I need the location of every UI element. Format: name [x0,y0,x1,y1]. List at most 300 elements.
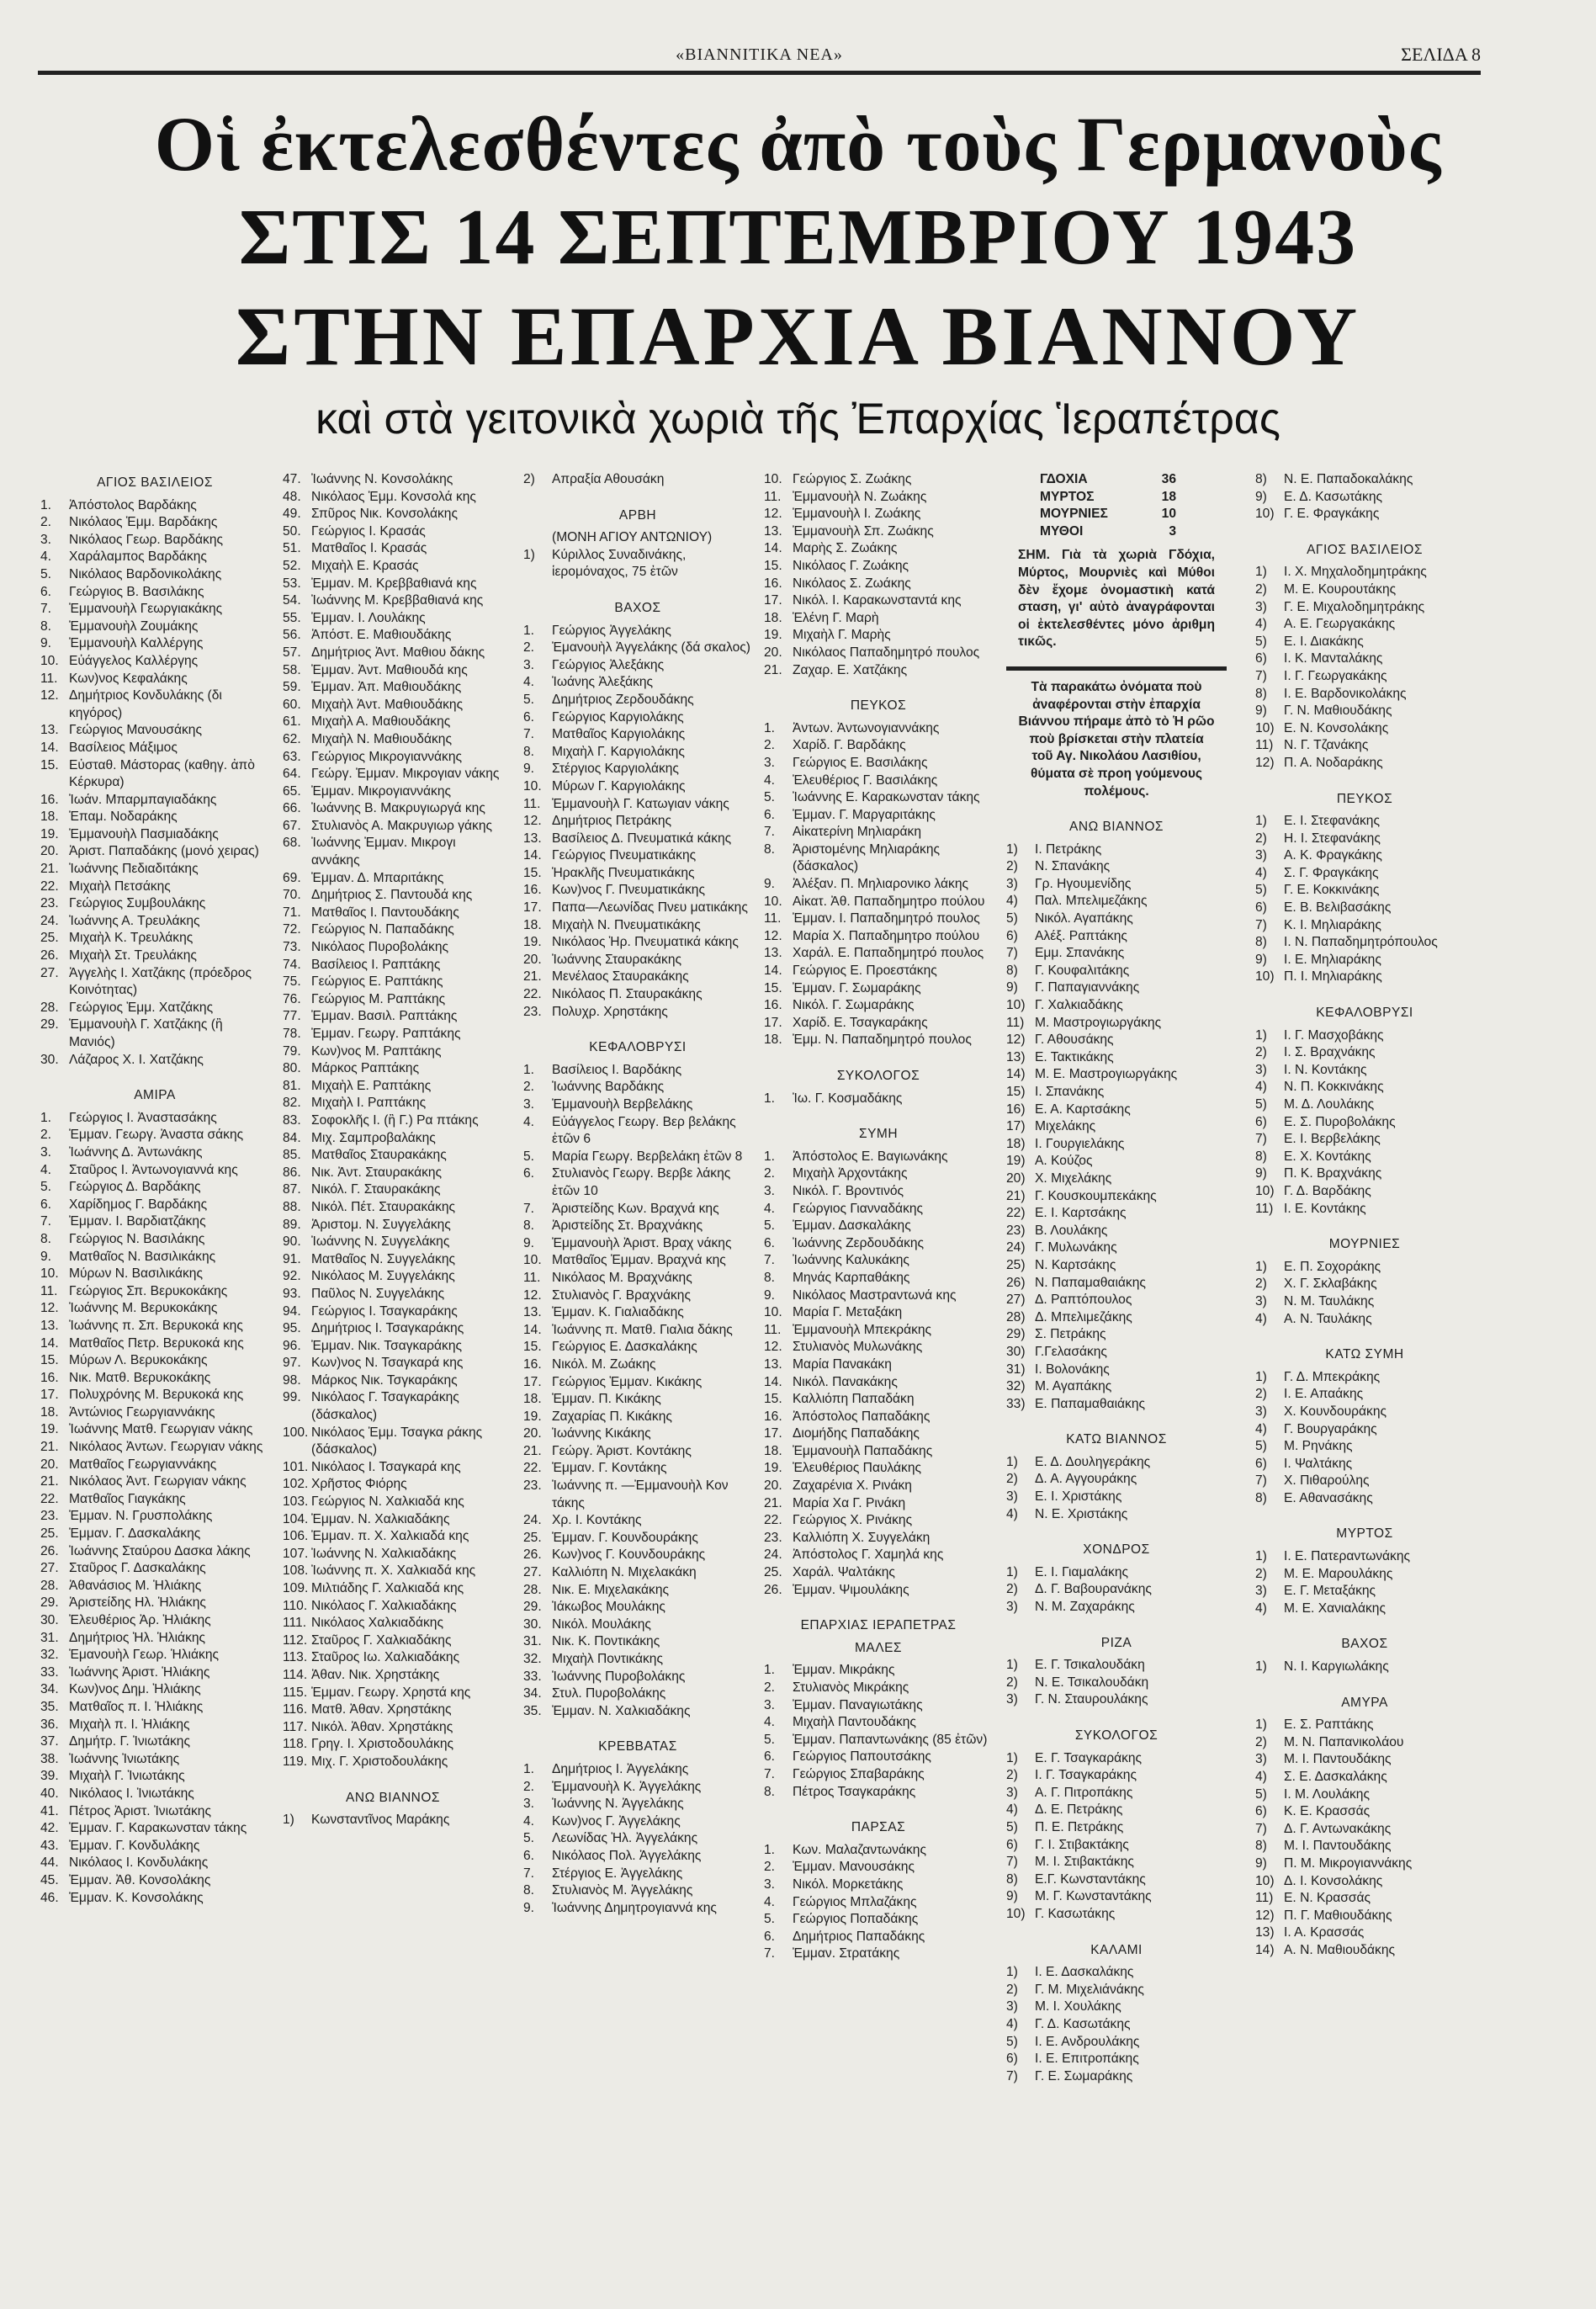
entry-name: Ε. Σ. Ραπτάκης [1284,1717,1374,1733]
name-entry [1255,969,1474,986]
entry-number: 19. [523,935,542,950]
entry-number: 2. [523,640,535,656]
entry-number: 6) [1006,1837,1018,1852]
name-entry [40,1543,269,1561]
name-entry [40,1052,269,1070]
entry-number: 8. [764,1270,776,1285]
name-entry [523,1599,752,1616]
entry-name: Ἰωάννης Ματθ. Γεωργιαν νάκης [69,1422,253,1437]
entry-number: 62. [283,731,301,746]
entry-name: Η. Ι. Στεφανάκης [1284,831,1381,846]
name-entry [283,1459,503,1477]
entry-number: 10) [1255,507,1275,522]
entry-name: Χ. Μιχελάκης [1035,1170,1112,1186]
entry-name: Μιχαὴλ Ἀρχοντάκης [793,1166,908,1181]
entry-name: Ι. Ε. Επιτροπάκης [1035,2052,1139,2067]
name-entry [523,900,752,917]
entry-name: Μ. Αγαπάκης [1035,1379,1112,1394]
entry-number: 22. [523,987,542,1002]
entry-number: 26. [40,948,59,963]
entry-name: Ἰωάννης Σταύρου Δασκα λάκης [69,1543,251,1558]
entry-name: Ἐμμανουὴλ Ι. Ζωάκης [793,507,921,522]
entry-name: Δημήτρ. Γ. Ἰνιωτάκης [69,1734,190,1749]
entry-name: Νικ. Ἀντ. Σταυρακάκης [311,1165,443,1180]
name-entry [1006,1032,1227,1049]
entry-name: Κων)νος Κεφαλάκης [69,671,188,686]
entry-name: Ε. Σ. Πυροβολάκης [1284,1114,1396,1129]
entry-number: 1. [40,1110,52,1125]
entry-number: 5) [1006,911,1018,926]
name-entry [1255,1548,1474,1566]
name-entry [1006,858,1227,876]
entry-number: 31. [40,1630,59,1645]
name-entry [283,610,503,628]
entry-name: Ἐμμαν. Ν. Χαλκιαδάκης [552,1703,691,1718]
entry-name: Γεώργιος Δ. Βαρδάκης [69,1180,201,1195]
entry-number: 15. [764,558,782,573]
entry-number: 38. [40,1751,59,1766]
entry-number: 6. [764,1749,776,1765]
name-entry [1255,720,1474,738]
entry-number: 37. [40,1734,59,1749]
entry-name: Ἰωάννης π. —Ἐμμανουὴλ Κον τάκης [552,1478,729,1510]
name-entry [1255,599,1474,617]
name-entry [1255,847,1474,865]
entry-number: 16. [764,1409,782,1424]
entry-number: 14. [523,848,542,863]
entry-name: Νικόλ. Πανακάκης [793,1374,898,1389]
entry-number: 26. [40,1543,59,1558]
entry-number: 4) [1255,865,1267,880]
entry-name: Νικ. Κ. Ποντικάκης [552,1634,660,1649]
entry-name: Ε. Ν. Κρασσάς [1284,1891,1371,1906]
name-entry [764,1339,993,1356]
name-entry [40,1508,269,1526]
entry-name: Α. Γ. Πιτροπάκης [1035,1785,1133,1800]
entry-number: 11. [40,671,58,686]
entry-number: 12. [40,688,59,703]
entry-name: Καλλιόπη Παπαδάκη [793,1392,915,1407]
name-entry [40,1768,269,1786]
entry-name: Ι. Ε. Δασκαλάκης [1035,1965,1134,1980]
name-entry [283,991,503,1009]
name-entry [1255,471,1474,489]
name-entry [523,761,752,778]
entry-number: 16. [764,576,782,591]
entry-number: 34. [523,1686,542,1701]
entry-number: 97. [283,1356,301,1371]
name-entry [1006,1118,1227,1136]
entry-name: Παῦλος Ν. Συγγελάκης [311,1286,445,1301]
name-entry [283,731,503,749]
entry-number: 27. [523,1565,542,1580]
entry-number: 8. [523,744,535,759]
entry-number: 10) [1006,1906,1026,1921]
entry-name: Νικ. Ματθ. Βερυκοκάκης [69,1370,211,1385]
entry-number: 113. [283,1650,308,1665]
entry-number: 30. [523,1616,542,1632]
name-entry [40,1144,269,1162]
entry-number: 2. [40,1128,52,1143]
entry-name: Διομήδης Παπαδάκης [793,1426,920,1441]
entry-number: 11. [764,911,782,926]
entry-number: 9. [764,877,776,892]
name-entry [764,1732,993,1749]
stat-count: 10 [1161,507,1176,522]
name-entry [523,1478,752,1512]
name-entry [1006,1344,1227,1362]
entry-number: 6) [1255,1456,1267,1471]
name-entry [764,576,993,593]
section-title: ΠΕΥΚΟΣ [1336,791,1393,806]
name-entry [523,1796,752,1813]
name-entry [1006,1188,1227,1206]
name-entry [283,1320,503,1338]
entry-number: 30. [40,1052,59,1067]
entry-number: 10. [764,894,782,909]
entry-name: Ἐμμαν. Γεωργ. Ραπτάκης [311,1027,461,1041]
name-entry [1255,1311,1474,1329]
entry-number: 108. [283,1563,309,1579]
name-entry [1255,1062,1474,1080]
entry-number: 32. [523,1652,542,1666]
name-entry [1255,1421,1474,1439]
entry-number: 6. [764,1929,776,1944]
entry-number: 115. [283,1685,308,1700]
name-entry [283,576,503,593]
entry-number: 79. [283,1043,301,1059]
entry-name: Ἐμμαν. Ι. Βαρδιατζάκης [69,1214,206,1229]
name-entry [1255,1873,1474,1891]
entry-name: Ζαχαρίας Π. Κικάκης [552,1409,672,1424]
entry-name: Γεώργ. Ἐμμαν. Μικρογιαν νάκης [311,767,500,782]
name-entry [1255,934,1474,952]
entry-name: Σταῦρος Γ. Χαλκιαδάκης [311,1632,452,1648]
entry-number: 77. [283,1009,301,1024]
entry-number: 51. [283,541,301,556]
entry-number: 6. [764,807,776,822]
name-entry [764,627,993,645]
entry-name: Δ. Α. Αγγουράκης [1035,1472,1137,1487]
entry-name: Γεώργιος Σ. Ζωάκης [793,472,912,486]
entry-number: 4) [1006,2016,1018,2031]
stat-row [1006,489,1227,507]
entry-number: 32. [40,1648,59,1663]
entry-name: Ν. Ε. Τσικαλουδάκη [1035,1675,1149,1690]
entry-name: Μάρκος Νικ. Τσγκαράκης [311,1372,458,1388]
entry-name: Ἐμμανουὴλ Ν. Ζωάκης [793,489,927,504]
entry-number: 5. [523,1831,535,1846]
entry-number: 2. [40,515,52,530]
entry-name: Ι. Ε. Κοντάκης [1284,1201,1366,1216]
entry-number: 10. [764,472,782,486]
entry-number: 2) [1006,1582,1018,1597]
entry-number: 7) [1255,917,1267,932]
section-title: ΧΟΝΔΡΟΣ [1083,1542,1150,1558]
entry-number: 3) [1006,1600,1018,1615]
name-entry [764,1929,993,1946]
name-entry [1255,634,1474,651]
entry-name: Ἐμμαν. Ψιμουλάκης [793,1582,909,1597]
entry-number: 7) [1006,1855,1018,1870]
name-entry [283,1165,503,1182]
entry-name: Γεώργιος Ε. Δασκαλάκης [552,1340,697,1355]
entry-name: Μαρὴς Σ. Ζωάκης [793,541,898,556]
entry-number: 20. [40,1457,59,1472]
name-entry [283,974,503,991]
entry-number: 2) [1255,1045,1267,1060]
name-entry [283,1563,503,1580]
name-entry [1255,1369,1474,1387]
name-entry [764,1495,993,1513]
name-entry [1255,1293,1474,1311]
entry-number: 3) [1006,1999,1018,2014]
entry-name: Ε. Ι. Γιαμαλάκης [1035,1564,1129,1579]
entry-name: Ἐμμανουὴλ Γ. Χατζάκης (ἢ Μανιός) [69,1017,223,1049]
entry-name: Μιλτιάδης Γ. Χαλκιαδά κης [311,1581,464,1595]
entry-name: Ἐμμαν. Κ. Γιαλιαδάκης [552,1305,684,1320]
entry-number: 7. [764,1766,776,1781]
entry-name: Ἰωάννης Πυροβολάκης [552,1669,686,1684]
entry-name: Ἰωάννης π. Χ. Χαλκιαδά κης [311,1563,476,1579]
entry-number: 4) [1255,617,1267,632]
entry-number: 11) [1255,738,1274,753]
headline-line-2: ΣΤΙΣ 14 ΣΕΠΤΕΜΒΡΙΟΥ 1943 [238,194,1358,281]
entry-number: 18. [40,809,59,825]
entry-number: 7. [523,1866,535,1881]
name-entry [1006,963,1227,980]
name-entry [523,1512,752,1530]
entry-name: Γεώργιος Ἀγγελάκης [552,623,671,638]
entry-number: 24. [523,1513,542,1528]
name-entry [523,1287,752,1305]
entry-number: 16) [1006,1101,1026,1117]
name-entry [1006,1964,1227,1982]
entry-name: Ζαχαρένια Χ. Ρινάκη [793,1478,912,1494]
entry-name: Ἐμμαν. Ι. Παπαδημητρό πουλος [793,911,980,926]
name-entry [523,1391,752,1409]
entry-name: Γ. Δ. Μπεκράκης [1284,1369,1381,1384]
entry-number: 20. [764,645,782,660]
name-entry [1255,1259,1474,1277]
entry-name: Ἐμμαν. Ἀντ. Μαθιουδά κης [311,662,468,677]
entry-number: 78. [283,1027,301,1041]
name-entry [523,1460,752,1478]
entry-number: 22) [1006,1206,1026,1221]
name-entry [764,506,993,523]
name-entry [40,1404,269,1422]
entry-number: 63. [283,749,301,764]
entry-number: 15) [1006,1085,1026,1099]
entry-name: Ι. Γουργιελάκης [1035,1136,1125,1151]
entry-name: Ματθ. Ἀθαν. Χρηστάκης [311,1702,452,1717]
entry-number: 2) [1255,1387,1267,1402]
entry-name: Ε. Χ. Κοντάκης [1284,1149,1371,1164]
name-entry [764,610,993,628]
entry-number: 18. [523,1392,542,1407]
entry-number: 15. [523,1340,542,1355]
entry-number: 13. [523,1305,542,1320]
entry-number: 1) [1255,1717,1267,1733]
entry-name: Ἑλένη Γ. Μαρὴ [793,610,879,625]
entry-name: Ἐμμανουὴλ Ἀριστ. Βραχ νάκης [552,1235,732,1250]
name-entry [1255,1717,1474,1734]
name-entry [523,1547,752,1564]
entry-number: 99. [283,1390,301,1405]
name-entry [1255,1583,1474,1600]
entry-number: 7. [40,1214,52,1229]
entry-name: Γ. Ε. Μιχαλοδημητράκης [1284,599,1425,614]
name-entry [1006,997,1227,1015]
name-entry [283,1147,503,1165]
entry-name: Γεώργιος Γιανναδάκης [793,1201,924,1216]
entry-number: 49. [283,507,301,522]
entry-name: Ἐμμαν. Ν. Χαλκιαδάκης [311,1511,450,1526]
name-entry [764,1218,993,1235]
name-entry [523,934,752,952]
entry-number: 17. [764,593,782,608]
entry-name: Πέτρος Τσαγκαράκης [793,1784,916,1799]
entry-number: 9. [40,1249,52,1264]
entry-name: Ματθαῖος Ι. Παντουδάκης [311,905,459,920]
name-entry [40,584,269,602]
entry-number: 14. [523,1322,542,1337]
name-entry [40,930,269,947]
name-entry [764,592,993,610]
section-title: ΣΥΚΟΛΟΓΟΣ [1074,1728,1159,1743]
name-entry [764,910,993,928]
entry-number: 1) [283,1813,294,1828]
entry-name: Ν. Ι. Καργιωλάκης [1284,1659,1389,1675]
entry-number [523,529,552,547]
stat-count: 3 [1169,523,1176,539]
entry-number: 7. [764,1946,776,1961]
entry-name: Ἰωάννης Βαρδάκης [552,1080,665,1095]
entry-name: Ι. Ε. Βαρδονικολάκης [1284,686,1407,701]
entry-name: Μιχαὴλ Παντουδάκης [793,1715,916,1730]
name-entry [283,645,503,662]
name-entry [283,1095,503,1112]
entry-name: Νικόλ. Μουλάκης [552,1616,651,1632]
entry-number: 6) [1255,651,1267,666]
entry-name: Ἐμμαν. π. Χ. Χαλκιαδά κης [311,1529,469,1544]
entry-number: 4) [1006,894,1018,909]
section-title: ΑΜΙΡΑ [134,1088,176,1103]
entry-number: 52. [283,558,301,573]
name-entry [283,1217,503,1234]
name-entry [764,997,993,1015]
entry-name: Ἐλευθέριος Παυλάκης [793,1461,922,1476]
entry-number: 72. [283,922,301,937]
entry-number: 6. [764,1235,776,1250]
entry-name: Ἐμανουὴλ Ἀγγελάκης (δά σκαλος) [552,640,750,656]
name-entry [283,1043,503,1061]
entry-number: 3. [764,1697,776,1712]
name-entry [283,1632,503,1650]
entry-number: 1) [1255,1549,1267,1564]
entry-number: 3) [1006,1692,1018,1707]
entry-name: Μιχ. Σαμπροβαλάκης [311,1130,436,1145]
entry-name: Ἐλευθέριος Γ. Βασιλάκης [793,772,938,788]
entry-number: 95. [283,1321,301,1336]
name-entry [1255,1276,1474,1293]
name-entry [283,1754,503,1771]
entry-number: 9) [1255,952,1267,967]
entry-number: 10. [523,1253,542,1268]
name-entry [1255,1751,1474,1769]
entry-name: Γεώργιος Σπ. Βερυκοκάκης [69,1283,228,1298]
name-entry [523,547,752,581]
name-entry [1255,917,1474,935]
entry-number: 4. [523,675,535,690]
name-entry [40,566,269,584]
entry-number: 1. [764,720,776,735]
entry-name: Ἐμμ. Ν. Παπαδημητρό πουλος [793,1032,972,1048]
section-title: ΠΑΡΣΑΣ [851,1820,906,1835]
column-4 [764,471,993,1963]
entry-number: 17. [764,1426,782,1441]
entry-name: Ἰωάννης Ν. Χαλκιαδάκης [311,1546,457,1561]
name-entry [523,1356,752,1374]
entry-number: 8) [1255,1839,1267,1854]
entry-number: 21. [764,662,782,677]
name-entry [764,645,993,662]
entry-name: Μαρία Χα Γ. Ρινάκη [793,1495,906,1510]
entry-name: Ματθαῖος π. Ι. Ἡλιάκης [69,1699,204,1714]
name-entry [1006,1871,1227,1889]
name-entry [523,1165,752,1200]
column-3 [523,471,752,1917]
name-entry [40,913,269,931]
entry-number: 5. [523,692,535,707]
entry-name: Μιχαὴλ π. Ι. Ἡλιάκης [69,1717,190,1732]
entry-name: Νικόλαος Πυροβολάκης [311,940,449,955]
name-entry [523,744,752,762]
entry-number: 53. [283,576,301,591]
entry-name: Ματθαῖος Πετρ. Βερυκοκά κης [69,1335,244,1351]
entry-name: Χαράλαμπος Βαρδάκης [69,549,207,565]
name-entry [1006,1471,1227,1489]
name-entry [283,558,503,576]
entry-name: Δ. Γ. Βαβουρανάκης [1035,1582,1152,1597]
entry-number: 12. [764,1340,782,1355]
entry-number: 2. [764,1680,776,1695]
entry-name: Ε. Δ. Κασωτάκης [1284,489,1383,504]
name-entry [764,1165,993,1183]
name-entry [764,523,993,541]
entry-number: 3. [523,1797,535,1812]
entry-name: Ἀπόστολος Βαρδάκης [69,497,197,512]
entry-number: 56. [283,628,301,643]
entry-number: 35. [523,1703,542,1718]
entry-number: 30. [40,1613,59,1627]
entry-name: Ἐμμαν. Γ. Κονδυλάκης [69,1838,200,1853]
name-entry [283,471,503,489]
entry-number: 8. [523,1883,535,1898]
name-entry [1255,1027,1474,1045]
name-entry [523,1409,752,1426]
name-entry [40,618,269,636]
entry-name: Στυλιανὸς Μυλωνάκης [793,1340,923,1355]
entry-name: Ν. Ε. Χριστάκης [1035,1506,1128,1521]
entry-name: Ἐλευθέριος Ἀρ. Ἡλιάκης [69,1613,211,1627]
name-entry [283,489,503,507]
entry-number: 7) [1255,1473,1267,1489]
entry-number: 11. [40,1283,58,1298]
entry-name: Στυλιανὸς Α. Μακρυγιωρ γάκης [311,818,493,833]
entry-number: 2) [1006,1675,1018,1690]
name-entry [40,965,269,1000]
